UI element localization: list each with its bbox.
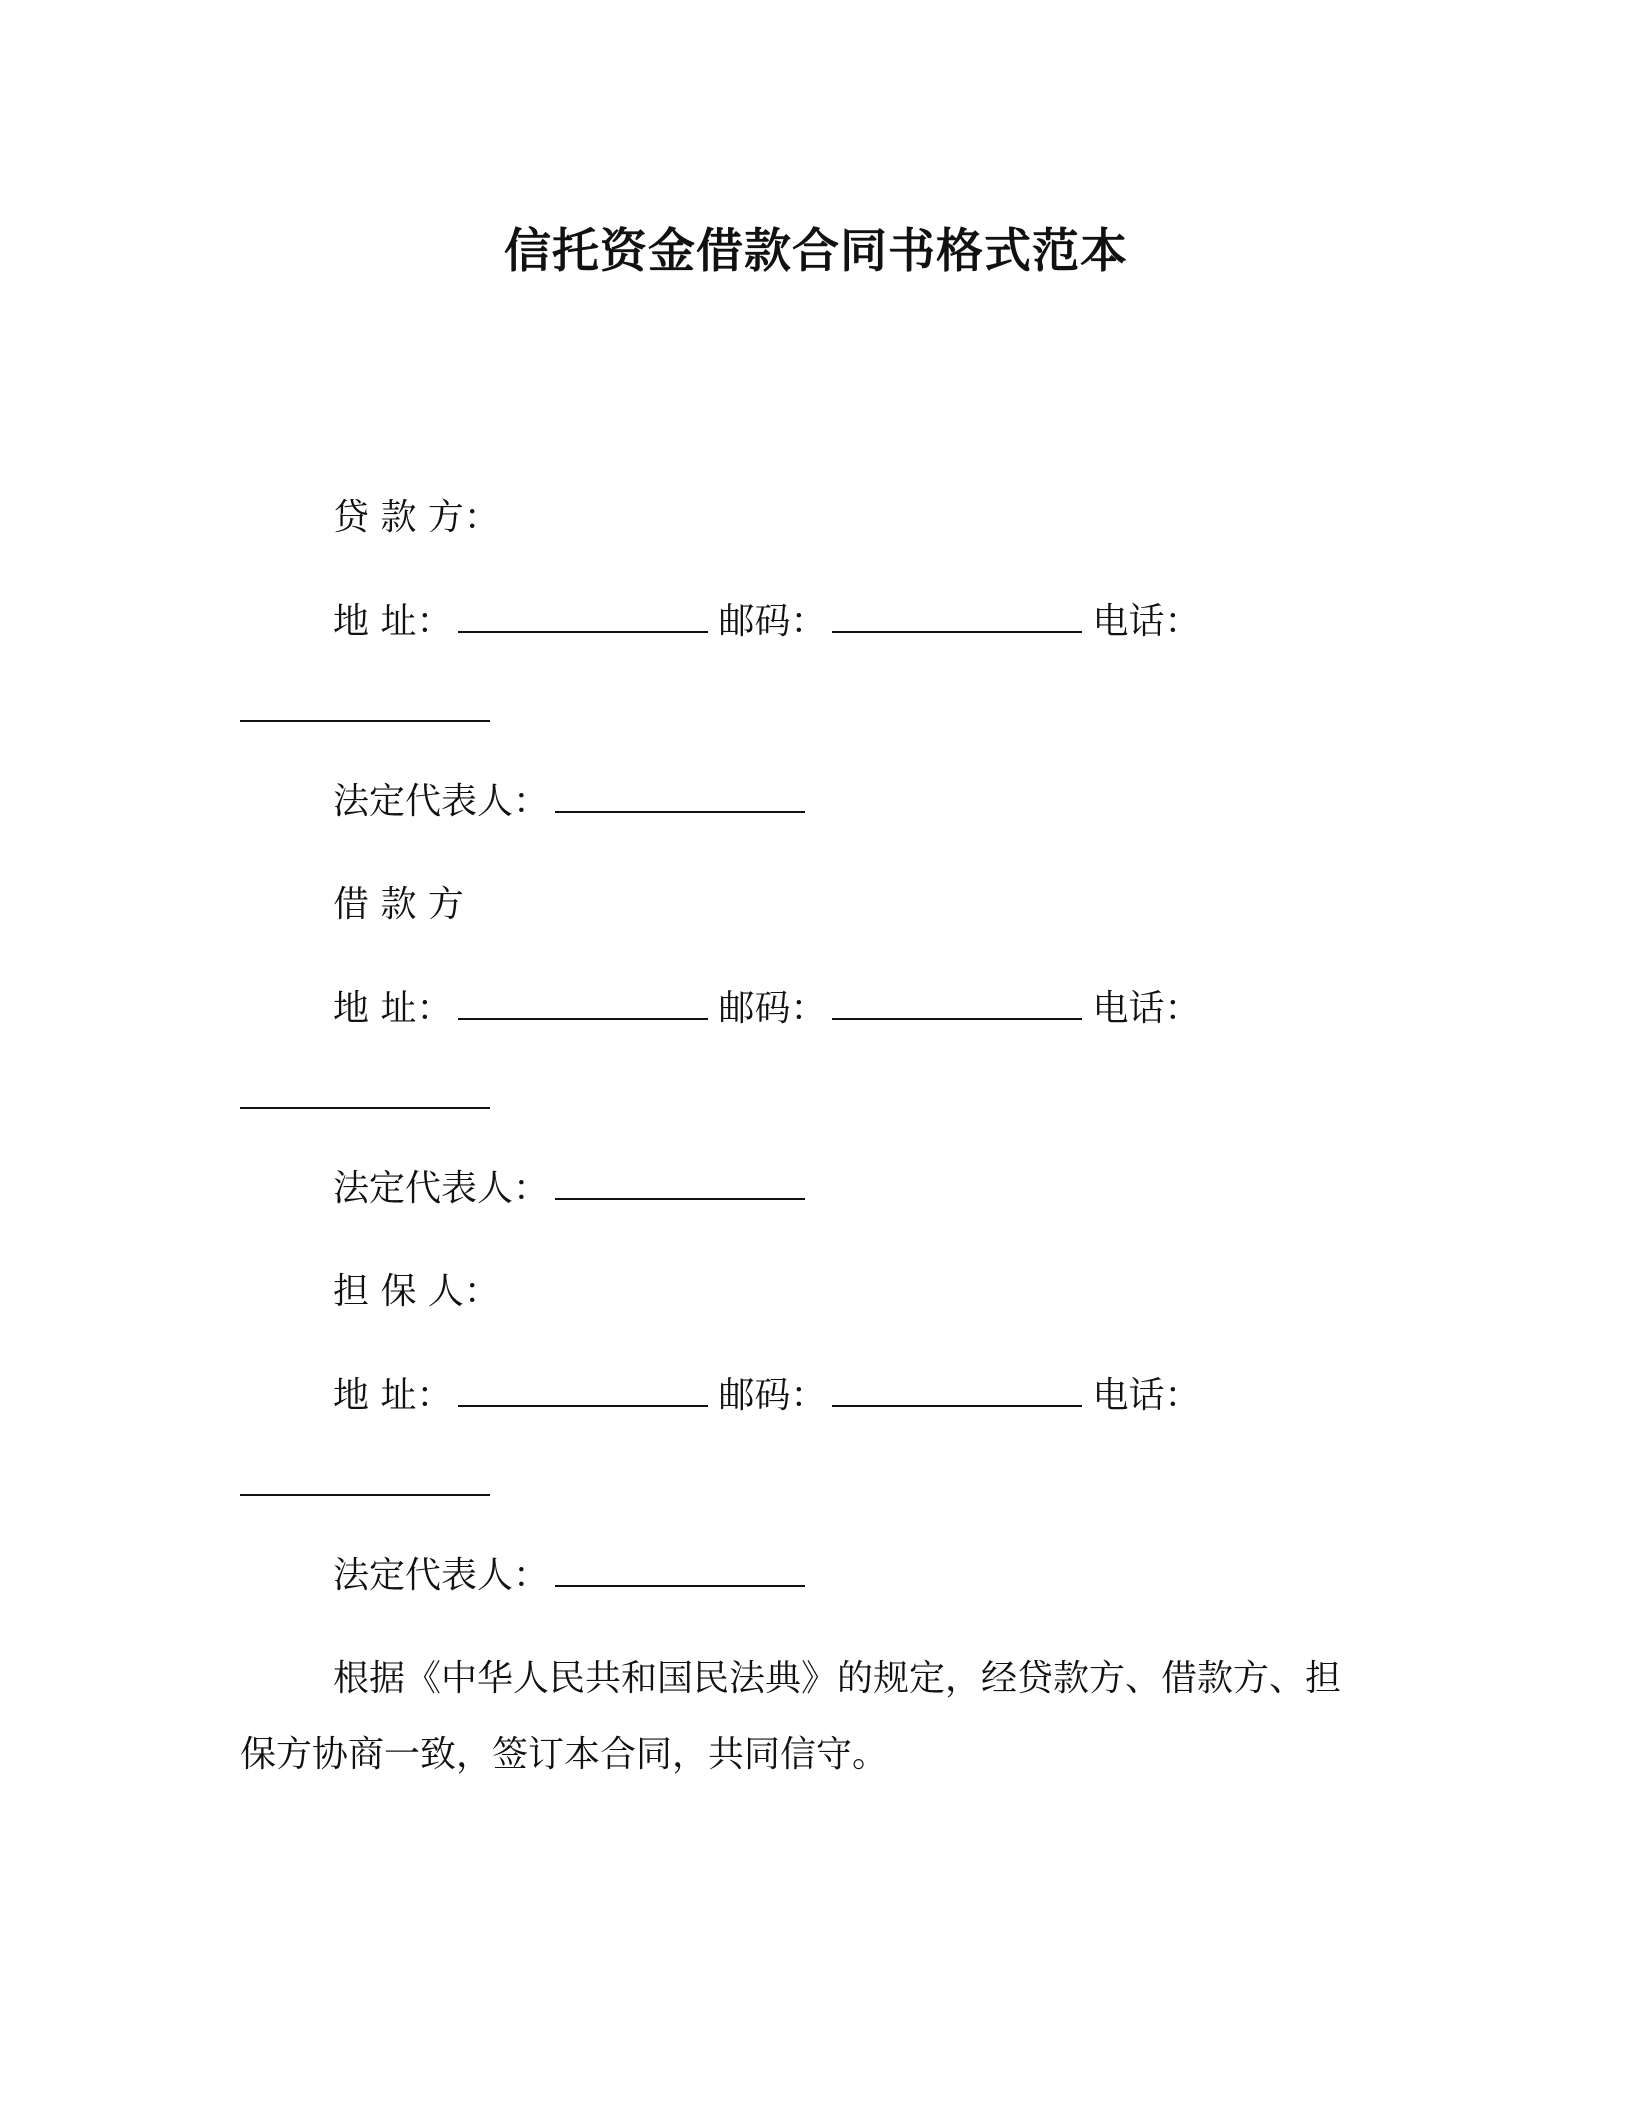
lender-phone-label: 电话：: [1092, 601, 1201, 642]
borrower-address-label: 地 址：: [333, 988, 453, 1029]
lender-address-label: 地 址：: [333, 601, 453, 642]
borrower-phone-label: 电话：: [1092, 988, 1201, 1029]
guarantor-postcode-label: 邮码：: [718, 1375, 827, 1416]
borrower-rep-blank[interactable]: [555, 1194, 805, 1200]
guarantor-rep-label: 法定代表人：: [333, 1555, 550, 1596]
guarantor-rep-line: [333, 1551, 815, 1601]
guarantor-contact-line: [333, 1371, 1200, 1421]
guarantor-address-label: 地 址：: [333, 1375, 453, 1416]
preamble-line-2: 保方协商一致，签订本合同，共同信守。: [240, 1734, 889, 1775]
lender-rep-label: 法定代表人：: [333, 781, 550, 822]
lender-postcode-label: 邮码：: [718, 601, 827, 642]
guarantor-rep-blank[interactable]: [555, 1581, 805, 1587]
borrower-rep-line: [333, 1164, 815, 1214]
borrower-contact-line: [333, 984, 1200, 1034]
guarantor-postcode-blank[interactable]: [832, 1401, 1082, 1407]
lender-postcode-blank[interactable]: [832, 627, 1082, 633]
borrower-address-blank[interactable]: [458, 1014, 708, 1020]
lender-contact-line: [333, 597, 1200, 647]
borrower-rep-label: 法定代表人：: [333, 1168, 550, 1209]
lender-address-blank[interactable]: [458, 627, 708, 633]
borrower-heading: 借 款 方: [333, 884, 464, 925]
guarantor-heading: 担 保 人：: [333, 1271, 500, 1312]
borrower-postcode-label: 邮码：: [718, 988, 827, 1029]
guarantor-phone-label: 电话：: [1092, 1375, 1201, 1416]
guarantor-phone-blank[interactable]: [240, 1490, 490, 1496]
borrower-phone-blank[interactable]: [240, 1103, 490, 1109]
document-title: 信托资金借款合同书格式范本: [504, 224, 1128, 279]
borrower-postcode-blank[interactable]: [832, 1014, 1082, 1020]
lender-rep-line: [333, 777, 815, 827]
preamble-line-1: 根据《中华人民共和国民法典》的规定，经贷款方、借款方、担: [333, 1658, 1342, 1699]
guarantor-address-blank[interactable]: [458, 1401, 708, 1407]
lender-rep-blank[interactable]: [555, 807, 805, 813]
lender-phone-blank[interactable]: [240, 716, 490, 722]
lender-heading: 贷 款 方：: [333, 497, 500, 538]
